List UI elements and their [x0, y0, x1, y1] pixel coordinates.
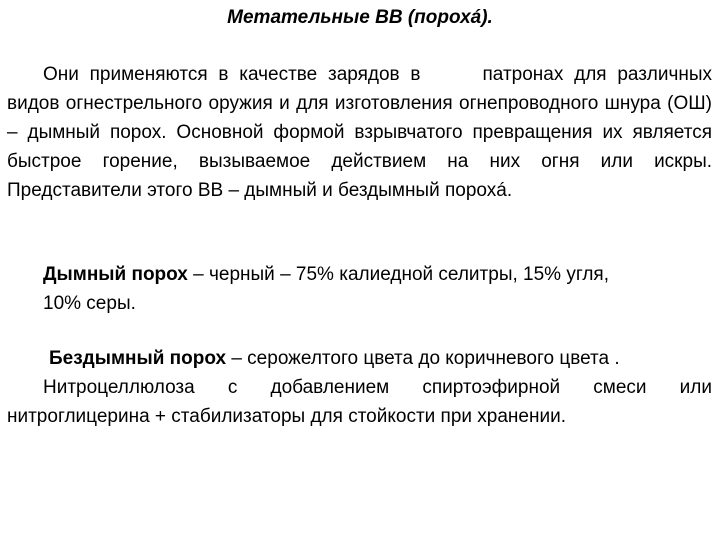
- smoky-powder-desc: – черный – 75% калиедной селитры, 15% угля,: [187, 264, 610, 285]
- smoky-powder-term: Дымный порох: [43, 264, 188, 285]
- intro-text-part2: патронах для различных видов огнестрельного оружия и для изготовления огнепроводного шнура (ОШ) – дымный порох. Основной формой взрывчатого превращения их является быстрое горение, вызываемое действием на них огня или искры. Представители этого ВВ – дымный и бездымный порохá.: [7, 64, 712, 201]
- slide-title: Метательные ВВ (порохá).: [227, 7, 493, 28]
- smoky-powder-desc-line2: 10% серы.: [43, 293, 136, 314]
- smokeless-powder-term: Бездымный порох: [49, 348, 227, 369]
- smokeless-powder-paragraph: [7, 344, 712, 373]
- intro-paragraph: [7, 60, 712, 205]
- smoky-powder-paragraph: [7, 260, 712, 318]
- intro-text-part1: Они применяются в качестве зарядов в: [43, 64, 421, 85]
- smokeless-powder-desc: – серожелтого цвета до коричневого цвета .: [226, 348, 620, 369]
- nitrocellulose-paragraph: Нитроцеллюлоза с добавлением спиртоэфирной смеси или нитроглицерина + стабилизаторы для стойкости при хранении.: [7, 377, 712, 427]
